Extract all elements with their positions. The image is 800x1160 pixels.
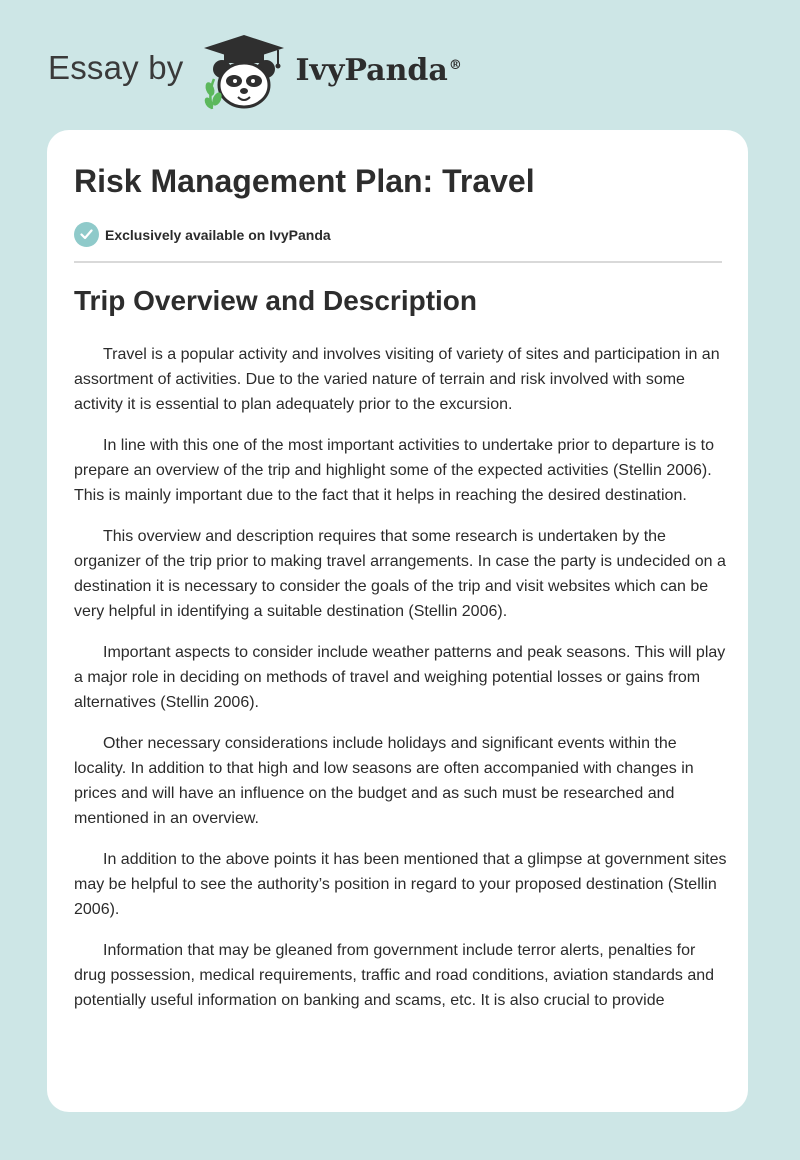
paragraph: Other necessary considerations include holidays and significant events within the locality. In addition to that high and low seasons are often accompanied with changes in prices and will have an influence on the budget and as such must be researched and mentioned in an overview. (74, 735, 694, 827)
exclusive-badge (74, 222, 331, 247)
essay-body (74, 342, 728, 1029)
section-heading: Trip Overview and Description (74, 285, 478, 316)
paragraph: Information that may be gleaned from government include terror alerts, penalties for drug possession, medical requirements, traffic and road conditions, aviation standards and potentially useful information on banking and scams, etc. It is also crucial to provide (74, 942, 715, 1009)
paragraph: Important aspects to consider include weather patterns and peak seasons. This will play a major role in deciding on methods of travel and weighing potential losses or gains from alternatives (Stellin 2006). (74, 644, 726, 711)
site-header (48, 32, 462, 112)
essay-card (47, 130, 748, 1112)
paragraph: In addition to the above points it has been mentioned that a glimpse at government sites may be helpful to see the authority’s position in regard to your proposed destination (Stellin 2006). (74, 851, 727, 918)
paragraph: This overview and description requires that some research is undertaken by the organizer of the trip prior to making travel arrangements. In case the party is undecided on a destination it is necessary to consider the goals of the trip and visit websites which can be very helpful in identifying a suitable destination (Stellin 2006). (74, 528, 726, 620)
brand-name[interactable] (296, 53, 462, 88)
exclusive-label: Exclusively available on IvyPanda (105, 226, 331, 243)
brand-text: IvyPanda (295, 52, 448, 88)
check-circle-icon (74, 222, 99, 247)
paragraph: Travel is a popular activity and involves visiting of variety of sites and participation in an assortment of activities. Due to the varied nature of terrain and risk involved with some activity it is essential to plan adequately prior to the excursion. (74, 346, 720, 413)
essay-by-label: Essay by (48, 49, 184, 86)
paragraph: In line with this one of the most important activities to undertake prior to departure is to prepare an overview of the trip and highlight some of the expected activities (Stellin 2006). This is mainly important due to the fact that it helps in reaching the desired destination. (74, 437, 714, 504)
registered-mark: ® (448, 57, 462, 73)
page-title: Risk Management Plan: Travel (74, 163, 535, 199)
divider (74, 261, 722, 263)
panda-graduation-cap-icon (198, 33, 290, 111)
